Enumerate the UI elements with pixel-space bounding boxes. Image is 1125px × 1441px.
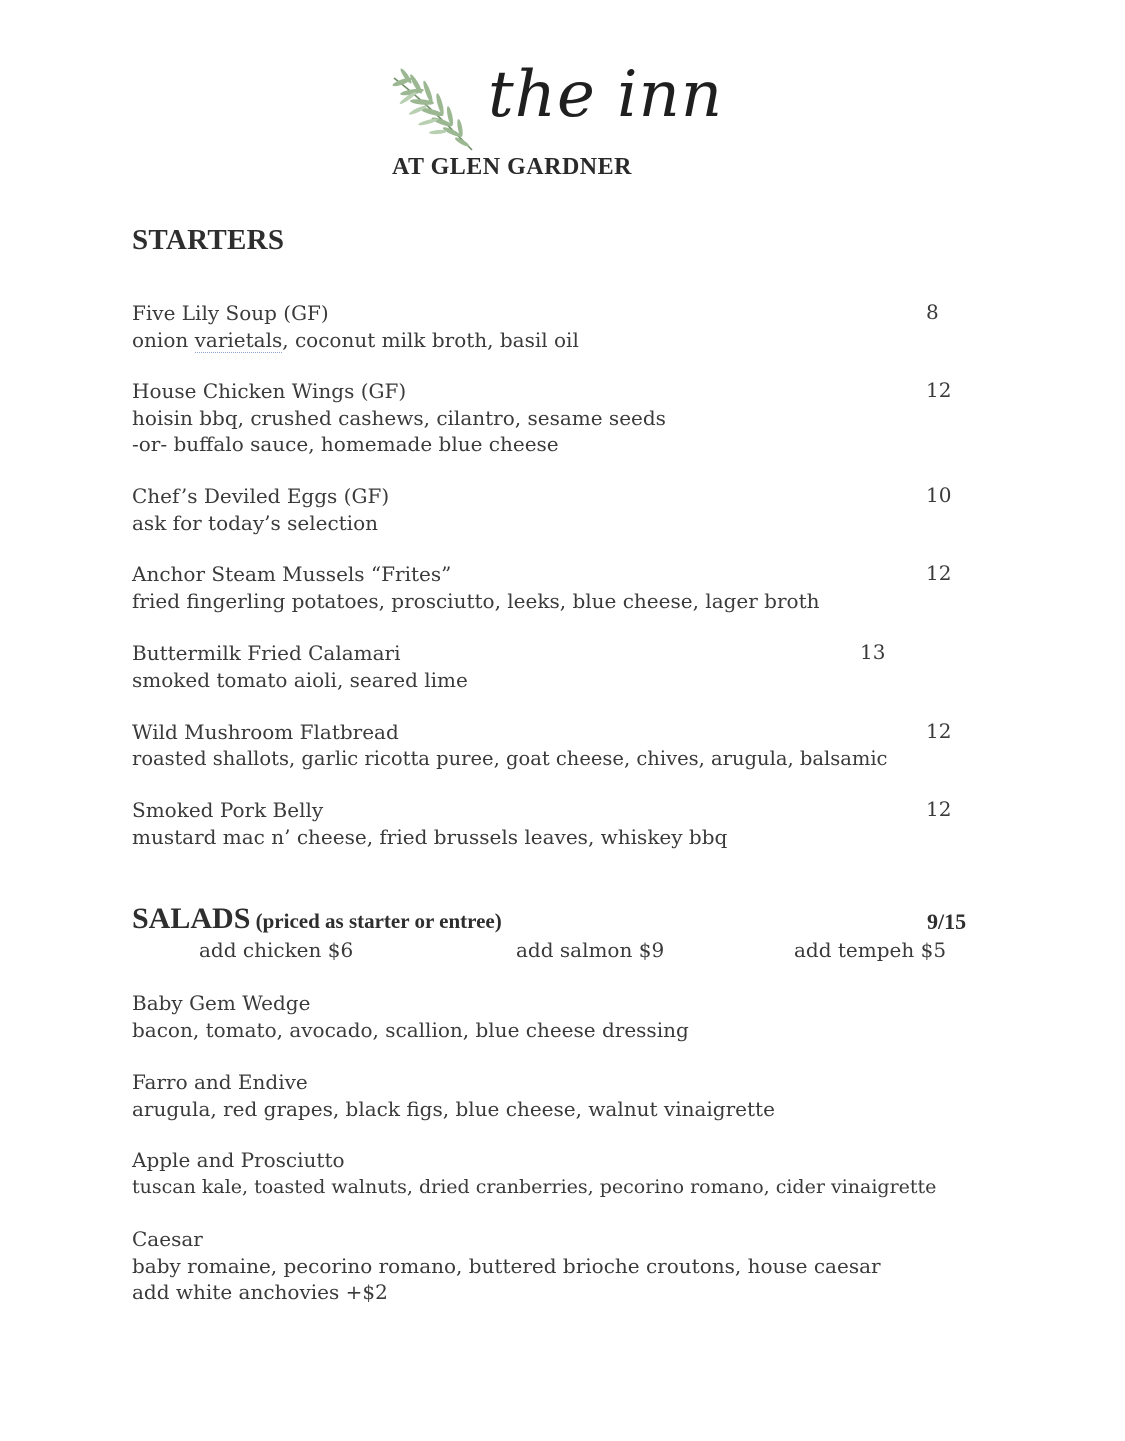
item-name: Five Lily Soup (GF) — [132, 301, 329, 325]
item-description-addon: add white anchovies +$2 — [132, 1280, 388, 1304]
addon-salmon: add salmon $9 — [516, 938, 665, 962]
menu-item — [132, 1069, 1012, 1122]
item-description: bacon, tomato, avocado, scallion, blue cheese dressing — [132, 1017, 689, 1042]
salads-title: SALADS — [132, 902, 251, 935]
addon-tempeh: add tempeh $5 — [794, 938, 947, 962]
item-description: onion varietals, coconut milk broth, basil oil — [132, 327, 579, 352]
menu-item — [132, 1226, 1012, 1306]
starters-heading: STARTERS — [132, 224, 285, 256]
salads-subtitle: (priced as starter or entree) — [250, 909, 502, 933]
item-price: 12 — [926, 561, 952, 585]
item-description: tuscan kale, toasted walnuts, dried cranberries, pecorino romano, cider vinaigrette — [132, 1175, 937, 1198]
logo-subtitle: AT GLEN GARDNER — [392, 154, 632, 180]
item-name: Anchor Steam Mussels “Frites” — [132, 562, 452, 586]
item-price: 8 — [926, 300, 939, 324]
item-description: roasted shallots, garlic ricotta puree, goat cheese, chives, arugula, balsamic — [132, 746, 888, 770]
addon-chicken: add chicken $6 — [199, 938, 354, 962]
item-name: Baby Gem Wedge — [132, 991, 311, 1015]
item-name: Buttermilk Fried Calamari — [132, 641, 401, 665]
item-price: 12 — [926, 797, 952, 821]
item-name: Smoked Pork Belly — [132, 798, 324, 822]
item-name: Caesar — [132, 1227, 203, 1251]
item-description: ask for today’s selection — [132, 510, 378, 535]
logo — [388, 56, 724, 186]
rosemary-sprig-icon — [388, 64, 480, 154]
menu-item — [132, 719, 1012, 772]
salads-heading — [132, 902, 502, 936]
menu-item — [132, 1147, 1012, 1200]
item-description: hoisin bbq, crushed cashews, cilantro, sesame seeds — [132, 405, 666, 430]
logo-script-text: the inn — [488, 58, 724, 132]
menu-item — [132, 300, 1012, 353]
item-description-alt: -or- buffalo sauce, homemade blue cheese — [132, 432, 559, 456]
menu-item — [132, 561, 1012, 614]
salads-price: 9/15 — [927, 909, 967, 934]
item-name: Chef’s Deviled Eggs (GF) — [132, 484, 390, 508]
item-description: mustard mac n’ cheese, fried brussels leaves, whiskey bbq — [132, 824, 728, 849]
item-name: Farro and Endive — [132, 1070, 308, 1094]
item-description: smoked tomato aioli, seared lime — [132, 667, 468, 692]
menu-item — [132, 378, 1012, 458]
menu-item — [132, 483, 1012, 536]
item-description: arugula, red grapes, black figs, blue cheese, walnut vinaigrette — [132, 1096, 775, 1121]
item-name: House Chicken Wings (GF) — [132, 379, 407, 403]
menu-item — [132, 990, 1012, 1043]
item-name: Apple and Prosciutto — [132, 1148, 345, 1172]
item-price: 12 — [926, 378, 952, 402]
item-price: 12 — [926, 719, 952, 743]
item-description: fried fingerling potatoes, prosciutto, leeks, blue cheese, lager broth — [132, 588, 820, 613]
item-name: Wild Mushroom Flatbread — [132, 720, 399, 744]
item-description: baby romaine, pecorino romano, buttered brioche croutons, house caesar — [132, 1253, 881, 1278]
item-price: 10 — [926, 483, 952, 507]
item-price: 13 — [860, 640, 886, 664]
menu-item — [132, 797, 1012, 850]
